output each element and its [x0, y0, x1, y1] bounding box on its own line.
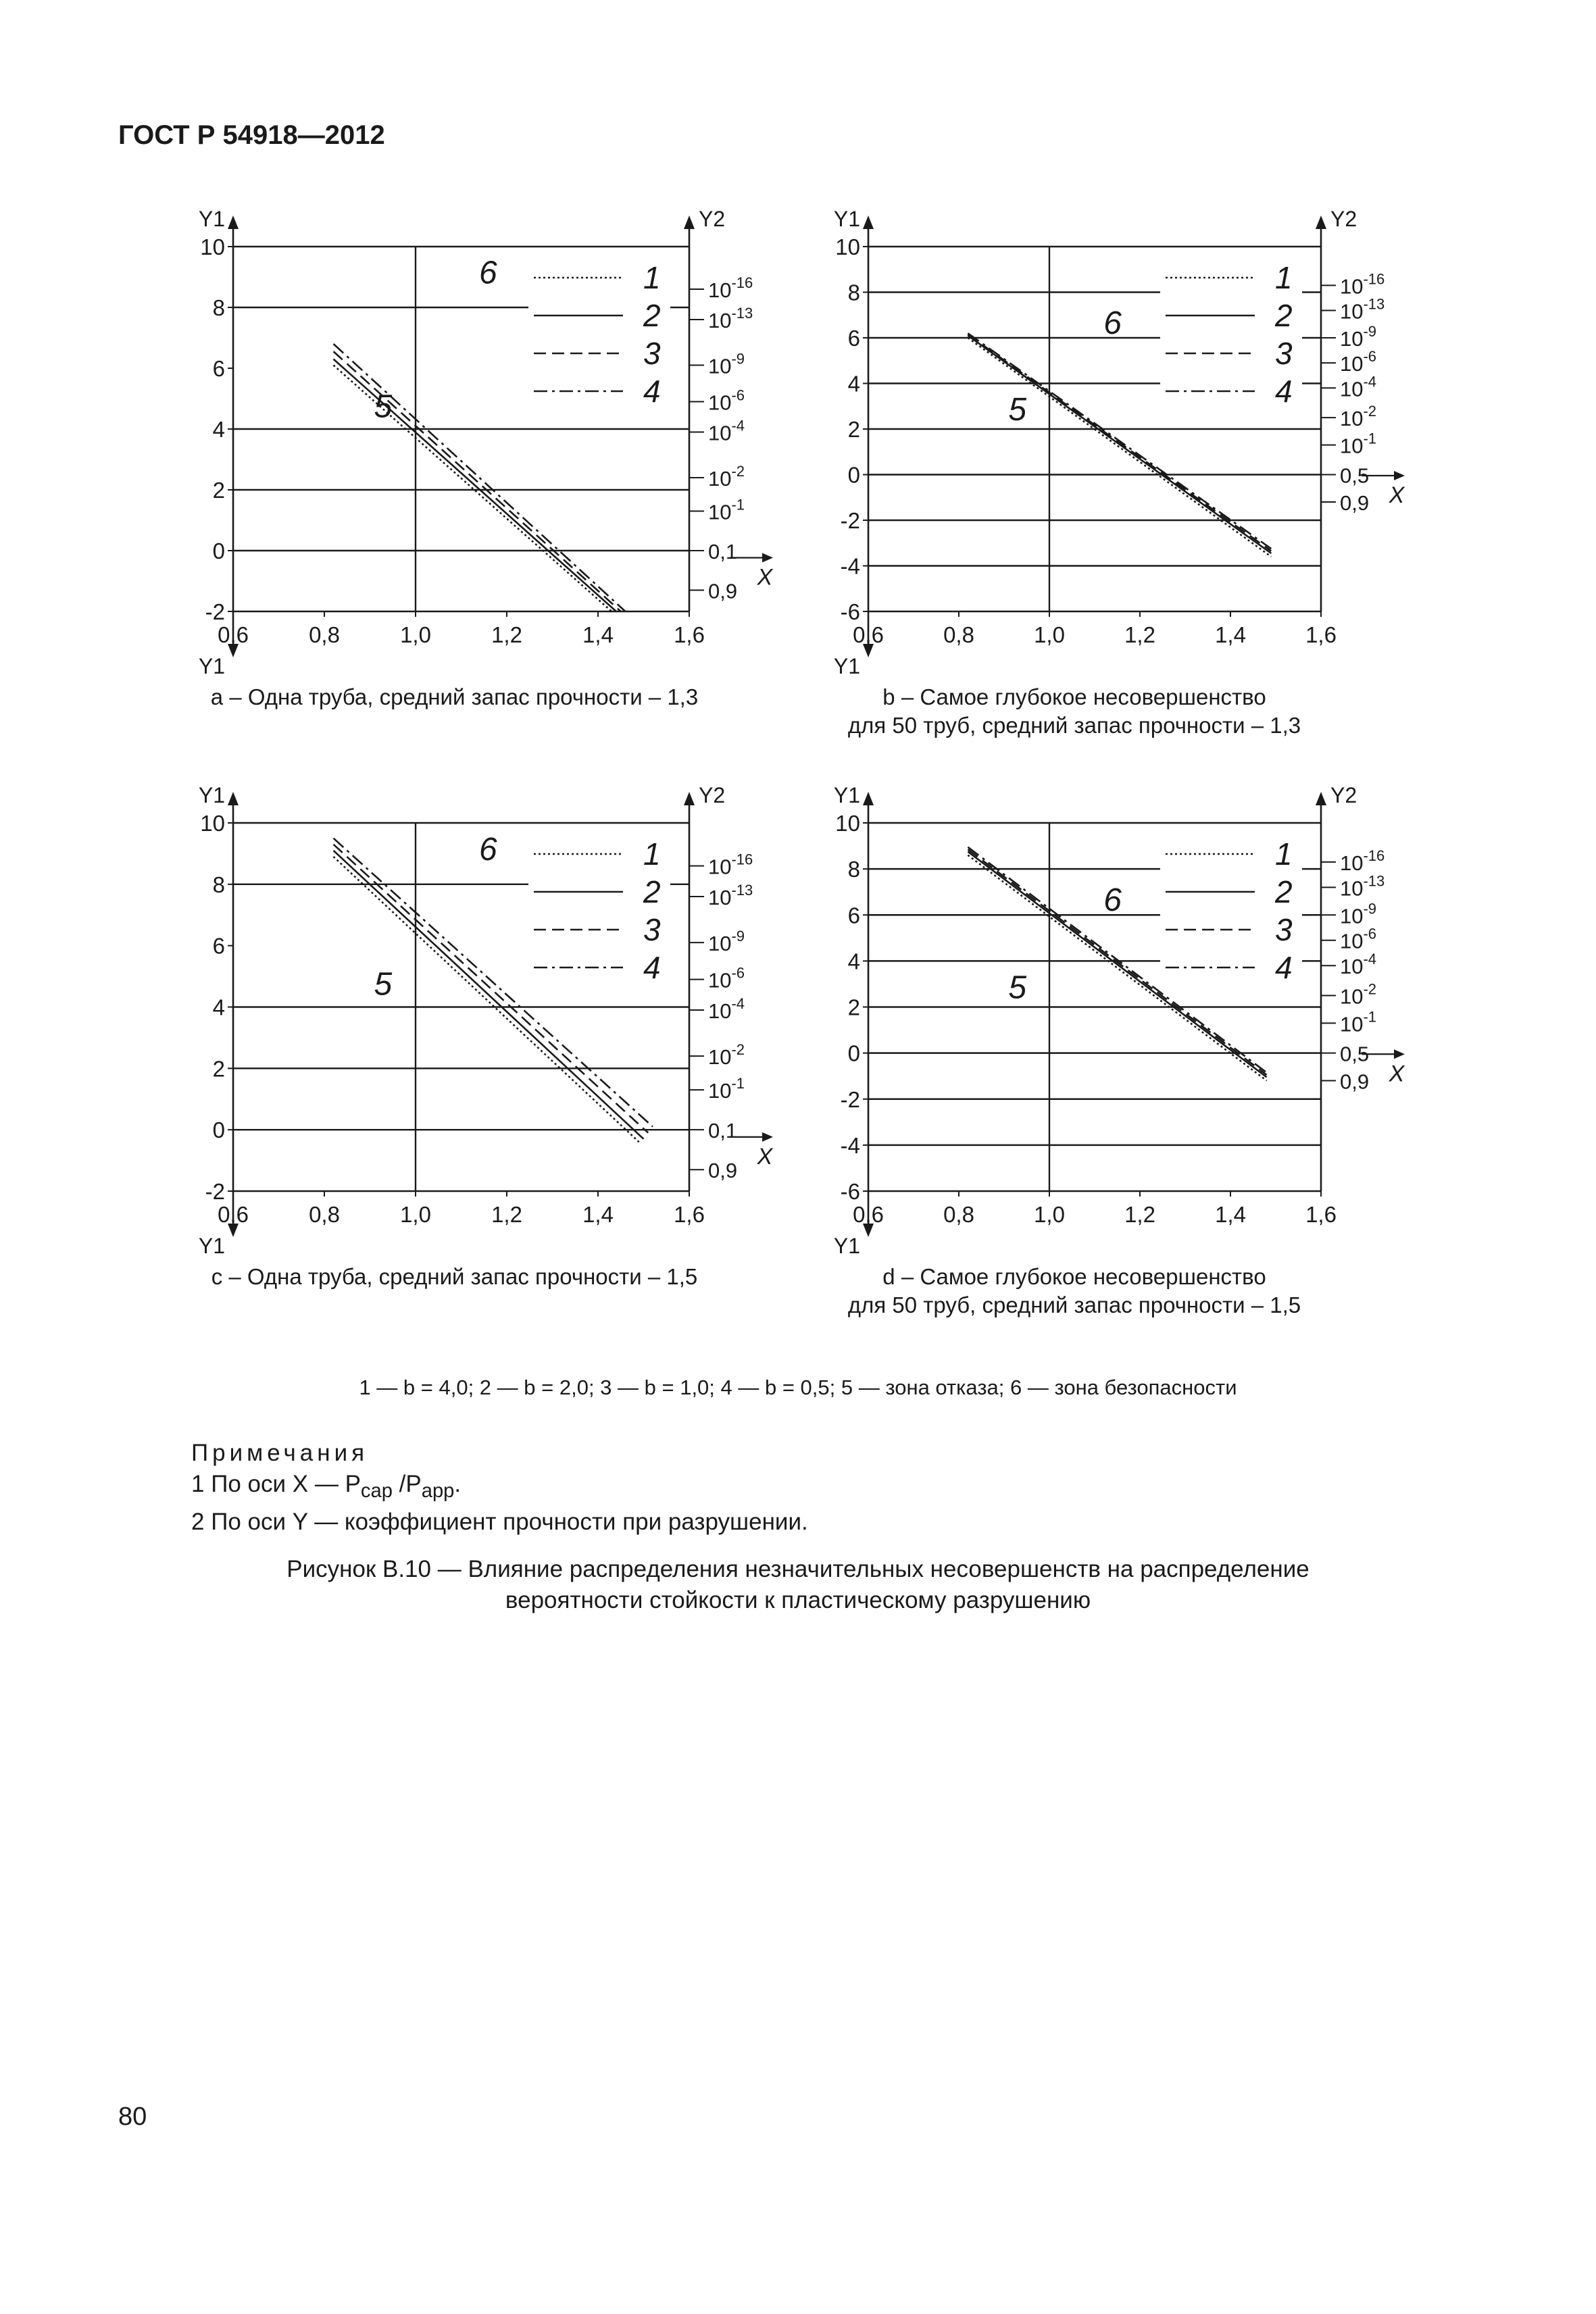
y2-tick-label: $10^{-6}$: [708, 386, 745, 415]
y2-tick-label: 0,1: [708, 540, 738, 563]
zone-safe-label: 6: [479, 255, 497, 291]
y-tick-label: -2: [205, 599, 225, 624]
y2-tick-label: 0,5: [1340, 463, 1370, 488]
legend-label-2: 2: [643, 298, 661, 333]
y2-tick-label: $10^{-9}$: [1340, 900, 1377, 928]
y2-label: Y2: [1330, 207, 1357, 231]
y-tick-label: 10: [835, 811, 860, 836]
y2-tick-label: $10^{-13}$: [1340, 295, 1385, 324]
y2-tick-label: 0,9: [708, 579, 738, 603]
page-number: 80: [118, 2103, 147, 2131]
x-tick-label: 1,0: [1034, 622, 1065, 647]
x-label: X: [1389, 1061, 1405, 1087]
y2-tick-label: $10^{-2}$: [708, 463, 745, 491]
x-tick-label: 1,2: [1124, 1202, 1155, 1227]
y2-tick-label: $10^{-9}$: [708, 928, 745, 956]
legend-label-3: 3: [643, 336, 661, 371]
note-1-end: .: [454, 1471, 462, 1497]
y1-arrow-up: [863, 792, 874, 805]
y-tick-label: 6: [847, 903, 860, 928]
y2-tick-label: $10^{-13}$: [708, 882, 753, 909]
y1-label-bottom: Y1: [198, 1234, 225, 1258]
y-tick-label: -2: [840, 508, 860, 533]
legend-label-1: 1: [1275, 836, 1293, 872]
x-tick-label: 1,6: [1305, 1202, 1337, 1227]
y-tick-label: 4: [847, 371, 860, 397]
x-tick-label: 1,6: [674, 622, 705, 647]
chart-caption: d – Самое глубокое несовершенство: [882, 1264, 1266, 1289]
zone-fail-label: 5: [374, 966, 393, 1003]
x-tick-label: 1,2: [491, 1202, 522, 1227]
x-arrow-head: [762, 1132, 773, 1142]
y-tick-label: 10: [200, 234, 225, 259]
x-tick-label: 1,2: [1124, 622, 1155, 647]
note-1-text: 1 По оси X — P: [191, 1471, 361, 1497]
y1-label: Y1: [833, 783, 860, 807]
x-tick-label: 1,4: [1215, 1202, 1246, 1227]
y-tick-label: -6: [840, 599, 860, 624]
y2-tick-label: $10^{-2}$: [1340, 980, 1377, 1009]
y2-arrow-up: [684, 792, 695, 805]
chart-caption: b – Самое глубокое несовершенство: [882, 684, 1266, 709]
y1-arrow-up: [228, 216, 239, 229]
legend-label-3: 3: [643, 912, 661, 947]
legend-label-4: 4: [1275, 374, 1293, 409]
chart-a: [199, 207, 774, 709]
chart-b: [834, 207, 1405, 738]
legend-label-4: 4: [643, 950, 661, 985]
y-tick-label: 2: [212, 478, 225, 503]
y2-tick-label: $10^{-2}$: [708, 1041, 745, 1070]
zone-safe-label: 6: [1103, 882, 1122, 918]
y-tick-label: 0: [847, 462, 860, 488]
y-tick-label: 10: [200, 811, 225, 836]
y2-tick-label: $10^{-2}$: [1340, 403, 1377, 431]
y1-label: Y1: [833, 207, 860, 231]
y-tick-label: 8: [212, 872, 225, 897]
y2-tick-label: $10^{-4}$: [1340, 373, 1377, 401]
y-tick-label: 8: [847, 280, 860, 305]
note-1-sub-cap: cap: [360, 1480, 393, 1502]
y2-tick-label: 0,9: [708, 1159, 738, 1183]
x-tick-label: 0,6: [218, 1202, 249, 1227]
y-tick-label: 0: [212, 538, 225, 563]
x-tick-label: 1,4: [582, 622, 614, 647]
y-tick-label: 2: [847, 417, 860, 442]
y2-tick-label: 0,9: [1340, 1070, 1370, 1094]
y1-label-bottom: Y1: [833, 654, 860, 678]
legend-line: 1 — b = 4,0; 2 — b = 2,0; 3 — b = 1,0; 4 — b = 0,5; 5 — зона отказа; 6 — зона безопасности: [359, 1376, 1237, 1399]
y2-tick-label: $10^{-13}$: [1340, 872, 1385, 901]
y2-tick-label: 0,1: [708, 1119, 738, 1143]
y2-tick-label: $10^{-6}$: [708, 964, 745, 992]
chart-caption: для 50 труб, средний запас прочности – 1,3: [847, 713, 1301, 738]
chart-caption: c – Одна труба, средний запас прочности – 1,5: [211, 1264, 698, 1289]
y2-tick-label: $10^{-6}$: [1340, 348, 1377, 376]
y2-label: Y2: [699, 783, 726, 807]
y-tick-label: -6: [840, 1179, 860, 1204]
x-tick-label: 0,6: [853, 1202, 884, 1227]
note-1-mid: /P: [392, 1471, 422, 1497]
y-tick-label: 2: [847, 995, 860, 1020]
y-tick-label: 4: [212, 995, 225, 1020]
y2-tick-label: $10^{-1}$: [1340, 430, 1377, 458]
y-tick-label: 10: [835, 234, 860, 259]
y-tick-label: 8: [212, 295, 225, 320]
y-tick-label: 4: [847, 949, 860, 974]
legend-label-2: 2: [643, 874, 661, 909]
x-label: X: [757, 564, 773, 590]
note-1-sub-app: app: [421, 1480, 455, 1502]
x-tick-label: 0,8: [309, 622, 340, 647]
y2-tick-label: 0,9: [1340, 491, 1370, 515]
y1-label-bottom: Y1: [833, 1234, 860, 1258]
y2-tick-label: $10^{-16}$: [708, 274, 753, 302]
legend-label-1: 1: [1275, 260, 1293, 295]
y2-arrow-up: [684, 216, 695, 229]
zone-safe-label: 6: [479, 831, 497, 867]
y2-arrow-up: [1316, 216, 1326, 229]
y2-tick-label: $10^{-9}$: [708, 350, 745, 378]
x-tick-label: 0,8: [943, 622, 974, 647]
chart-d: [834, 783, 1405, 1317]
x-arrow-head: [1394, 471, 1405, 480]
figure-caption-line-2: вероятности стойкости к пластическому разрушению: [505, 1587, 1091, 1613]
y-tick-label: 6: [212, 933, 225, 959]
y2-tick-label: $10^{-16}$: [708, 851, 753, 879]
note-2: 2 По оси Y — коэффициент прочности при разрушении.: [191, 1509, 808, 1535]
y-tick-label: 6: [212, 356, 225, 381]
zone-fail-label: 5: [1008, 392, 1027, 428]
legend-label-3: 3: [1275, 912, 1293, 947]
legend-label-4: 4: [643, 374, 661, 409]
x-tick-label: 1,6: [1305, 622, 1337, 647]
legend-label-1: 1: [643, 836, 661, 872]
y2-tick-label: 0,5: [1340, 1042, 1370, 1066]
chart-caption: a – Одна труба, средний запас прочности – 1,3: [210, 684, 699, 709]
x-tick-label: 1,4: [1215, 622, 1246, 647]
zone-safe-label: 6: [1103, 305, 1122, 341]
x-tick-label: 1,0: [400, 1202, 431, 1227]
x-tick-label: 1,2: [491, 622, 522, 647]
x-tick-label: 0,8: [943, 1202, 974, 1227]
y-tick-label: -2: [840, 1086, 860, 1112]
zone-fail-label: 5: [374, 388, 393, 425]
figure-caption-line-1: Рисунок В.10 — Влияние распределения незначительных несовершенств на распределение: [286, 1556, 1310, 1582]
y1-label: Y1: [198, 207, 225, 231]
y2-label: Y2: [1330, 783, 1357, 807]
x-tick-label: 0,6: [853, 622, 884, 647]
y2-tick-label: $10^{-1}$: [708, 1075, 745, 1103]
y1-arrow-up: [863, 216, 874, 229]
y-tick-label: 0: [212, 1117, 225, 1143]
x-label: X: [1389, 482, 1405, 508]
y2-label: Y2: [699, 207, 726, 231]
y2-tick-label: $10^{-1}$: [1340, 1008, 1377, 1036]
y2-tick-label: $10^{-4}$: [1340, 951, 1377, 979]
x-tick-label: 0,6: [218, 622, 249, 647]
x-tick-label: 1,0: [1034, 1202, 1065, 1227]
y1-label-bottom: Y1: [198, 654, 225, 678]
x-tick-label: 1,6: [674, 1202, 705, 1227]
x-arrow-head: [1394, 1049, 1405, 1059]
y-tick-label: 4: [212, 417, 225, 442]
x-arrow-head: [762, 553, 773, 563]
y-tick-label: -2: [205, 1179, 225, 1204]
y2-tick-label: $10^{-4}$: [708, 417, 745, 445]
x-label: X: [757, 1143, 773, 1169]
zone-fail-label: 5: [1008, 970, 1027, 1006]
y1-label: Y1: [198, 783, 225, 807]
y-tick-label: -4: [840, 553, 860, 579]
y2-tick-label: $10^{-4}$: [708, 995, 745, 1024]
chart-c: [199, 783, 774, 1289]
figure-caption: [0, 1554, 1596, 1616]
legend-label-1: 1: [643, 260, 661, 295]
y2-tick-label: $10^{-16}$: [1340, 847, 1385, 875]
y-tick-label: -4: [840, 1132, 860, 1158]
y-tick-label: 0: [847, 1040, 860, 1066]
x-tick-label: 1,4: [582, 1202, 614, 1227]
y-tick-label: 8: [847, 857, 860, 882]
y2-tick-label: $10^{-16}$: [1340, 270, 1385, 299]
legend-label-2: 2: [1275, 874, 1293, 909]
notes-title: Примечания: [191, 1440, 369, 1466]
y-tick-label: 2: [212, 1056, 225, 1082]
note-1: [191, 1469, 808, 1507]
x-tick-label: 0,8: [309, 1202, 340, 1227]
x-tick-label: 1,0: [400, 622, 431, 647]
legend-label-4: 4: [1275, 950, 1293, 985]
document-header: ГОСТ Р 54918—2012: [118, 120, 385, 150]
legend-label-3: 3: [1275, 336, 1293, 371]
y2-arrow-up: [1316, 792, 1326, 805]
legend-label-2: 2: [1275, 298, 1293, 333]
y-tick-label: 6: [847, 326, 860, 351]
y2-tick-label: $10^{-9}$: [1340, 323, 1377, 351]
y1-arrow-up: [228, 792, 239, 805]
y2-tick-label: $10^{-1}$: [708, 496, 745, 524]
notes-block: [191, 1438, 808, 1538]
y2-tick-label: $10^{-13}$: [708, 305, 753, 332]
chart-caption: для 50 труб, средний запас прочности – 1,5: [847, 1292, 1301, 1317]
y2-tick-label: $10^{-6}$: [1340, 925, 1377, 953]
